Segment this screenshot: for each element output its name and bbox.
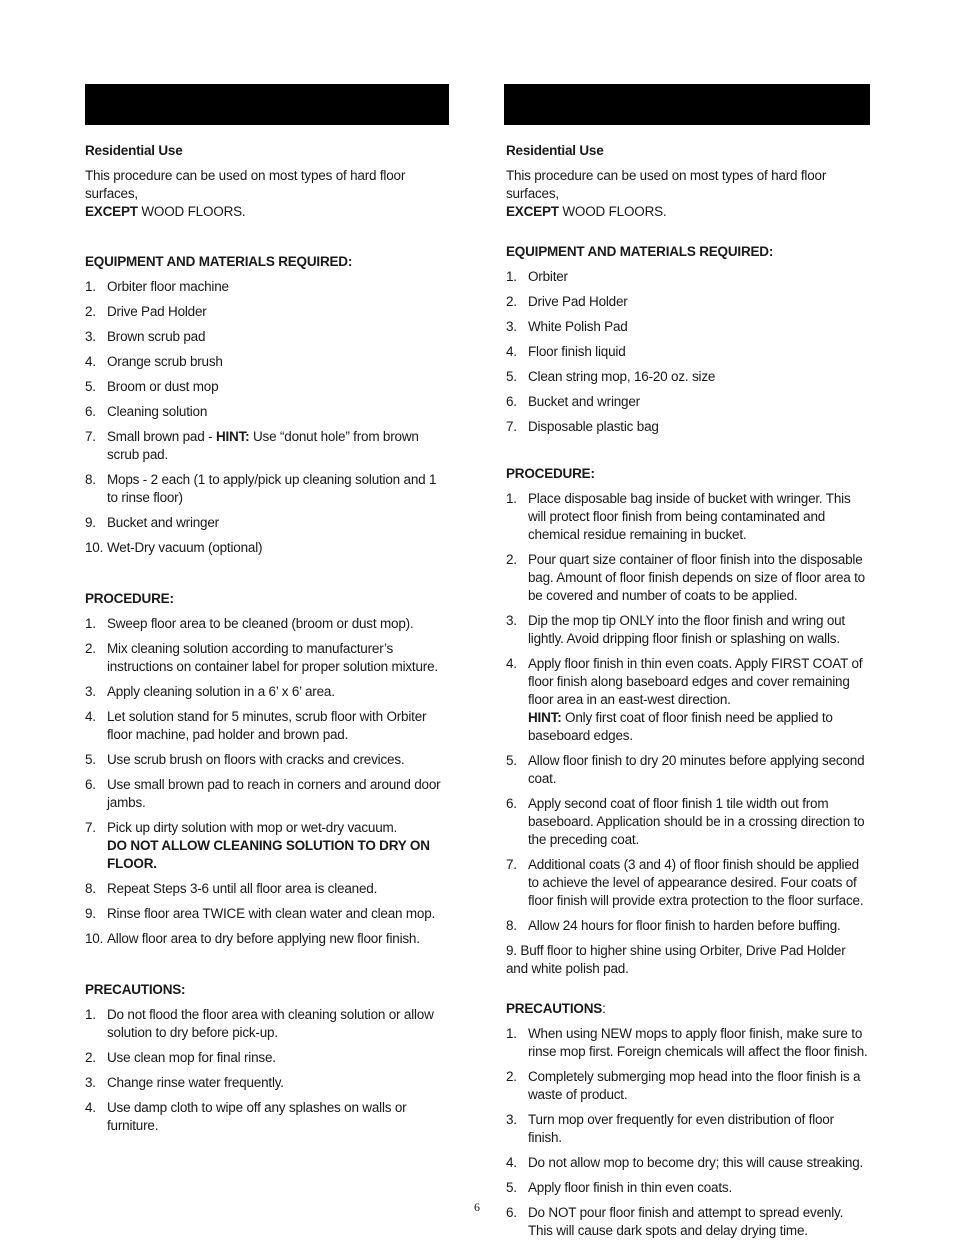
list-item: 2. Drive Pad Holder [85, 304, 207, 319]
list-item: 2. Completely submerging mop head into the floor finish is a waste of product. [506, 1069, 861, 1102]
list-item: 9. Bucket and wringer [85, 515, 219, 530]
list-item: 8. Repeat Steps 3-6 until all floor area is cleaned. [85, 881, 378, 896]
list-item: 4. Use damp cloth to wipe off any splashes on walls or furniture. [85, 1100, 407, 1133]
left-intro: This procedure can be used on most types of hard floor surfaces, EXCEPT WOOD FLOORS. [85, 168, 406, 219]
list-item: 5. Broom or dust mop [85, 379, 219, 394]
list-item: 5. Allow floor finish to dry 20 minutes before applying second coat. [506, 753, 865, 786]
left-precautions-title: PRECAUTIONS: [85, 982, 186, 997]
right-section-title: Residential Use [506, 143, 604, 158]
left-equipment-title: EQUIPMENT AND MATERIALS REQUIRED: [85, 254, 353, 269]
left-equipment-list [85, 278, 449, 557]
list-item: 4. Apply floor finish in thin even coats. Apply FIRST COAT of floor finish along baseboard edges and cover remaining floor area in an east-west direction. HINT: Only first coat of floor finish need be applied to baseboard edges. [506, 656, 863, 743]
list-item: 5. Use scrub brush on floors with cracks and crevices. [85, 752, 405, 767]
left-procedure-title: PROCEDURE: [85, 591, 174, 606]
list-item: 7. Disposable plastic bag [506, 419, 659, 434]
left-header-bar [85, 84, 449, 125]
list-item: 1. Place disposable bag inside of bucket with wringer. This will protect floor finish from being contaminated and chemical residue remaining in bucket. [506, 491, 851, 542]
right-equipment-list [506, 268, 870, 436]
left-procedure-list [85, 615, 449, 948]
list-item: 10. Wet-Dry vacuum (optional) [85, 540, 263, 555]
list-item: 6. Do NOT pour floor finish and attempt to spread evenly. This will cause dark spots and delay drying time. [506, 1205, 844, 1238]
list-item: 4. Orange scrub brush [85, 354, 223, 369]
list-item: 1. Do not flood the floor area with cleaning solution or allow solution to dry before pick-up. [85, 1007, 434, 1040]
right-header-bar [504, 84, 870, 125]
list-item: 2. Pour quart size container of floor finish into the disposable bag. Amount of floor finish depends on size of floor area to be covered and number of coats to be applied. [506, 552, 865, 603]
list-item: 7. Additional coats (3 and 4) of floor finish should be applied to achieve the level of appearance desired. Four coats of floor finish will provide extra protection to the floor surface. [506, 857, 864, 908]
list-item: 8. Allow 24 hours for floor finish to harden before buffing. [506, 918, 841, 933]
right-procedure-step-9: 9. Buff floor to higher shine using Orbiter, Drive Pad Holder and white polish pad. [506, 943, 846, 976]
list-item: 4. Do not allow mop to become dry; this will cause streaking. [506, 1155, 864, 1170]
left-section-title: Residential Use [85, 143, 183, 158]
list-item: 3. Turn mop over frequently for even distribution of floor finish. [506, 1112, 834, 1145]
left-column [85, 84, 449, 1142]
right-precautions-title: PRECAUTIONS: [506, 1001, 606, 1016]
list-item: 5. Apply floor finish in thin even coats. [506, 1180, 733, 1195]
page-number: 6 [474, 1200, 480, 1214]
right-column [506, 84, 870, 1247]
list-item: 1. Orbiter floor machine [85, 279, 229, 294]
list-item: 2. Drive Pad Holder [506, 294, 628, 309]
list-item: 3. White Polish Pad [506, 319, 628, 334]
list-item: 2. Mix cleaning solution according to manufacturer’s instructions on container label for proper solution mixture. [85, 641, 438, 674]
list-item: 1. Orbiter [506, 269, 568, 284]
list-item: 3. Dip the mop tip ONLY into the floor finish and wring out lightly. Avoid dripping floor finish or splashing on walls. [506, 613, 845, 646]
right-intro: This procedure can be used on most types of hard floor surfaces, EXCEPT WOOD FLOORS. [506, 168, 827, 219]
right-procedure-list [506, 490, 870, 935]
list-item: 9. Rinse floor area TWICE with clean water and clean mop. [85, 906, 436, 921]
list-item: 7. Pick up dirty solution with mop or wet-dry vacuum. DO NOT ALLOW CLEANING SOLUTION TO DRY ON FLOOR. [85, 820, 430, 871]
list-item: 4. Floor finish liquid [506, 344, 626, 359]
list-item: 10. Allow floor area to dry before applying new floor finish. [85, 931, 420, 946]
right-procedure-title: PROCEDURE: [506, 466, 595, 481]
list-item: 4. Let solution stand for 5 minutes, scrub floor with Orbiter floor machine, pad holder and brown pad. [85, 709, 427, 742]
list-item: 6. Apply second coat of floor finish 1 tile width out from baseboard. Application should be in a crossing direction to the preceding coat. [506, 796, 865, 847]
list-item: 3. Change rinse water frequently. [85, 1075, 284, 1090]
list-item: 5. Clean string mop, 16-20 oz. size [506, 369, 716, 384]
list-item: 6. Use small brown pad to reach in corners and around door jambs. [85, 777, 441, 810]
list-item: 7. Small brown pad - HINT: Use “donut hole” from brown scrub pad. [85, 429, 419, 462]
list-item: 1. When using NEW mops to apply floor finish, make sure to rinse mop first. Foreign chemicals will affect the floor finish. [506, 1026, 868, 1059]
list-item: 6. Bucket and wringer [506, 394, 640, 409]
list-item: 2. Use clean mop for final rinse. [85, 1050, 276, 1065]
list-item: 3. Brown scrub pad [85, 329, 206, 344]
right-equipment-title: EQUIPMENT AND MATERIALS REQUIRED: [506, 244, 774, 259]
left-precautions-list [85, 1006, 449, 1135]
list-item: 6. Cleaning solution [85, 404, 208, 419]
list-item: 1. Sweep floor area to be cleaned (broom or dust mop). [85, 616, 414, 631]
list-item: 8. Mops - 2 each (1 to apply/pick up cleaning solution and 1 to rinse floor) [85, 472, 437, 505]
list-item: 3. Apply cleaning solution in a 6’ x 6’ area. [85, 684, 335, 699]
